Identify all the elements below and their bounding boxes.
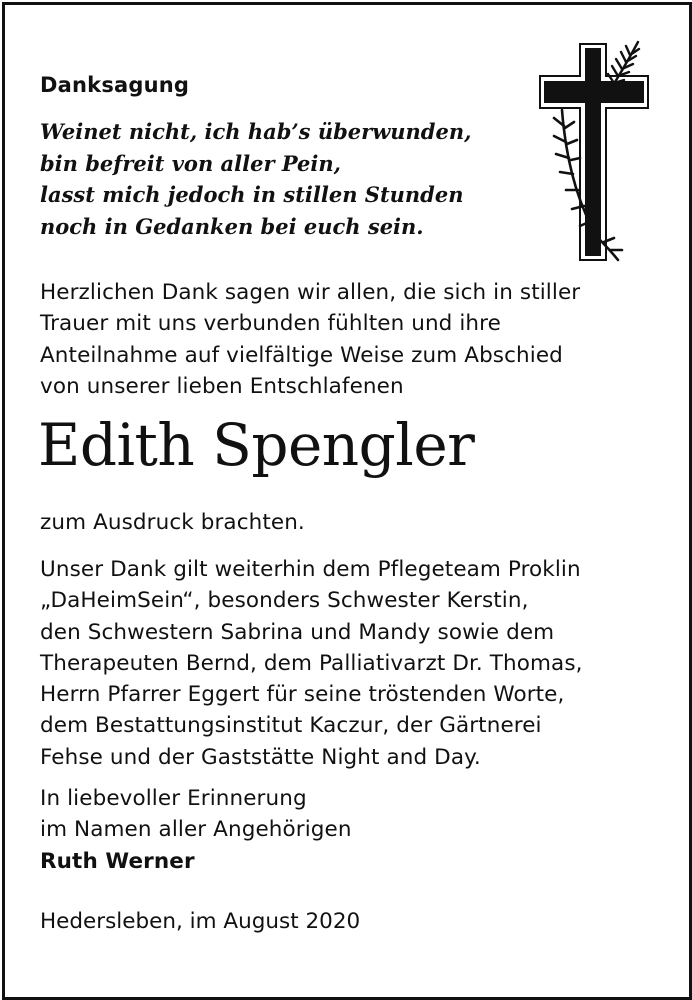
closing-block — [40, 783, 352, 877]
poem-line: noch in Gedanken bei euch sein. — [40, 213, 424, 239]
text-line: Herrn Pfarrer Eggert für seine tröstenden Worte, — [40, 682, 565, 708]
text-line: von unserer lieben Entschlafenen — [40, 373, 404, 399]
deceased-name: Edith Spengler — [38, 411, 475, 479]
cross-with-palm-icon — [538, 38, 650, 264]
closing-line: im Namen aller Angehörigen — [40, 817, 352, 843]
text-line: Herzlichen Dank sagen wir allen, die sich in stiller — [40, 280, 581, 305]
signer-name: Ruth Werner — [40, 848, 195, 874]
thanks-paragraph — [40, 277, 580, 402]
text-line: den Schwestern Sabrina und Mandy sowie dem — [40, 619, 555, 645]
text-line: Therapeuten Bernd, dem Palliativarzt Dr. Thomas, — [40, 650, 583, 676]
place-date: Hedersleben, im August 2020 — [40, 909, 361, 934]
poem-line: lasst mich jedoch in stillen Stunden — [40, 182, 464, 207]
text-line: Trauer mit uns verbunden fühlten und ihre — [40, 311, 501, 337]
further-thanks-paragraph — [40, 554, 583, 773]
text-line: zum Ausdruck brachten. — [40, 510, 305, 535]
closing-line: In liebevoller Erinnerung — [40, 786, 307, 811]
text-line: „DaHeimSein“, besonders Schwester Kerstin, — [40, 588, 529, 614]
poem-line: bin befreit von aller Pein, — [40, 150, 341, 176]
text-line: Unser Dank gilt weiterhin dem Pflegeteam Proklin — [40, 557, 581, 582]
text-line: dem Bestattungsinstitut Kaczur, der Gärtnerei — [40, 713, 542, 739]
expressed-paragraph — [40, 507, 305, 538]
text-line: Fehse und der Gaststätte Night and Day. — [40, 744, 481, 770]
notice-heading: Danksagung — [40, 73, 190, 97]
poem-line: Weinet nicht, ich hab’s überwunden, — [40, 119, 472, 144]
text-line: Anteilnahme auf vielfältige Weise zum Abschied — [40, 342, 563, 368]
poem — [40, 116, 471, 242]
